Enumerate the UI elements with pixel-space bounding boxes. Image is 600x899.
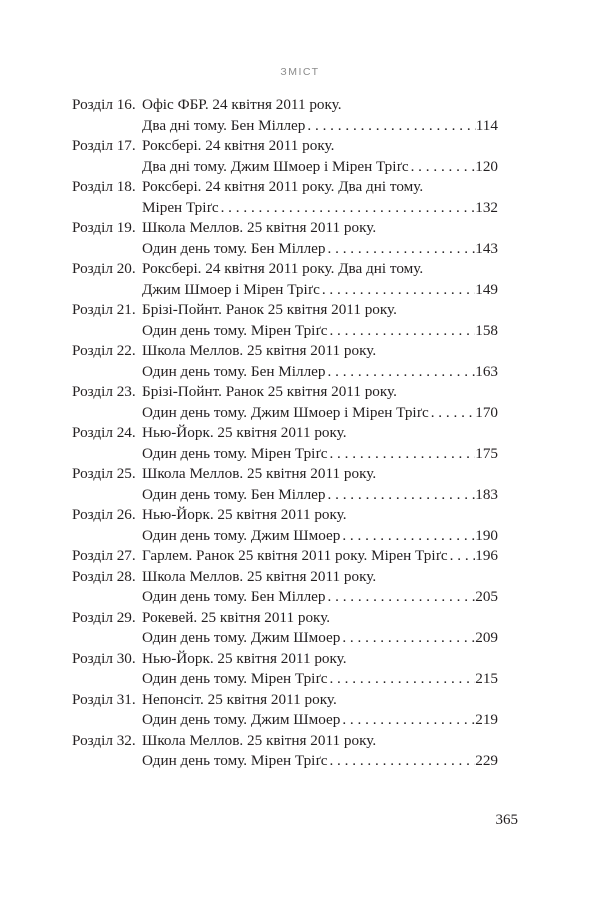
dot-leader — [305, 116, 475, 137]
chapter-title-line: Школа Меллов. 25 квітня 2011 року. — [142, 567, 377, 585]
chapter-subtitle: Два дні тому. Бен Міллер — [142, 116, 306, 134]
chapter-title-line: Школа Меллов. 25 квітня 2011 року. — [142, 342, 377, 359]
chapter-subtitle: Джим Шмоер і Мірен Тріґс — [142, 280, 320, 298]
chapter-title-line: Роксбері. 24 квітня 2011 року. Два дні тому. — [142, 178, 424, 195]
page-reference: 120 — [475, 157, 498, 175]
page-reference: 132 — [475, 198, 498, 216]
page-reference: 114 — [475, 116, 498, 134]
toc-entry — [72, 731, 498, 772]
chapter-title-line: Школа Меллов. 25 квітня 2011 року. — [142, 219, 377, 236]
chapter-subtitle-line — [142, 485, 498, 506]
chapter-title-line: Брізі-Пойнт. Ранок 25 квітня 2011 року. — [142, 301, 397, 318]
page-reference: 205 — [475, 588, 498, 605]
chapter-subtitle: Один день тому. Бен Міллер — [142, 485, 326, 503]
chapter-title — [142, 95, 498, 136]
chapter-number: Розділ 30. — [72, 649, 136, 667]
dot-leader — [219, 198, 476, 219]
page-reference: 229 — [475, 752, 498, 769]
toc-entry — [72, 136, 498, 177]
chapter-title-line: Школа Меллов. 25 квітня 2011 року. — [142, 465, 377, 482]
toc-entry — [72, 259, 498, 300]
page-reference: 143 — [475, 239, 498, 257]
toc-entry — [72, 95, 498, 136]
chapter-subtitle: Один день тому. Джим Шмоер — [142, 711, 341, 728]
chapter-title-line: Нью-Йорк. 25 квітня 2011 року. — [142, 649, 347, 667]
chapter-subtitle-line — [142, 526, 498, 547]
chapter-subtitle-line — [142, 362, 498, 383]
chapter-title — [142, 567, 498, 608]
page-number: 365 — [495, 812, 518, 828]
chapter-subtitle-line — [142, 546, 498, 567]
chapter-number: Розділ 29. — [72, 608, 136, 626]
chapter-title-line: Нью-Йорк. 25 квітня 2011 року. — [142, 424, 347, 441]
dot-leader — [326, 485, 476, 506]
chapter-title-line: Школа Меллов. 25 квітня 2011 року. — [142, 731, 377, 749]
running-header: ЗМІСТ — [280, 66, 320, 78]
toc-entry — [72, 341, 498, 382]
chapter-title — [142, 608, 498, 649]
chapter-title — [142, 136, 498, 177]
chapter-subtitle-line — [142, 321, 498, 342]
chapter-title — [142, 464, 498, 505]
chapter-number: Розділ 19. — [72, 219, 136, 236]
chapter-title-line: Нью-Йорк. 25 квітня 2011 року. — [142, 506, 347, 523]
chapter-title — [142, 259, 498, 300]
chapter-number: Розділ 23. — [72, 383, 136, 400]
page-reference: 219 — [475, 711, 498, 728]
page-reference: 170 — [475, 403, 498, 421]
dot-leader — [320, 280, 475, 301]
chapter-title — [142, 300, 498, 341]
chapter-title — [142, 177, 498, 218]
toc-entry — [72, 423, 498, 464]
page-reference: 149 — [475, 280, 498, 298]
table-of-contents — [72, 95, 498, 772]
chapter-title-line: Роксбері. 24 квітня 2011 року. — [142, 137, 335, 154]
chapter-number: Розділ 20. — [72, 260, 136, 277]
dot-leader — [326, 239, 476, 260]
chapter-number: Розділ 31. — [72, 690, 136, 708]
chapter-title — [142, 423, 498, 464]
chapter-subtitle: Один день тому. Джим Шмоер — [142, 629, 341, 646]
chapter-subtitle-line — [142, 157, 498, 178]
toc-entry — [72, 382, 498, 423]
chapter-title — [142, 218, 498, 259]
chapter-title-line: Непонсіт. 25 квітня 2011 року. — [142, 690, 337, 708]
page-reference: 163 — [475, 362, 498, 380]
chapter-title — [142, 690, 498, 731]
dot-leader — [340, 526, 475, 547]
chapter-subtitle: Один день тому. Джим Шмоер — [142, 526, 341, 544]
chapter-title-line: Рокевей. 25 квітня 2011 року. — [142, 608, 331, 626]
chapter-subtitle-line — [142, 669, 498, 690]
dot-leader — [448, 546, 476, 567]
chapter-number: Розділ 22. — [72, 342, 136, 359]
dot-leader — [429, 403, 476, 424]
chapter-title — [142, 546, 498, 567]
page-reference: 183 — [475, 485, 498, 503]
chapter-title — [142, 649, 498, 690]
chapter-subtitle: Один день тому. Мірен Тріґс — [142, 444, 328, 462]
toc-entry — [72, 690, 498, 731]
chapter-subtitle: Один день тому. Джим Шмоер і Мірен Тріґс — [142, 403, 429, 421]
chapter-subtitle-line — [142, 628, 498, 649]
chapter-subtitle: Мірен Тріґс — [142, 198, 219, 216]
dot-leader — [326, 362, 476, 383]
chapter-title-line: Роксбері. 24 квітня 2011 року. Два дні тому. — [142, 260, 424, 277]
chapter-number: Розділ 27. — [72, 547, 136, 564]
chapter-subtitle-line — [142, 444, 498, 465]
toc-entry — [72, 505, 498, 546]
chapter-subtitle-line — [142, 198, 498, 219]
chapter-subtitle-line — [142, 116, 498, 137]
chapter-subtitle-line — [142, 587, 498, 608]
chapter-title-line: Офіс ФБР. 24 квітня 2011 року. — [142, 96, 342, 113]
chapter-subtitle: Два дні тому. Джим Шмоер і Мірен Тріґс — [142, 157, 409, 175]
chapter-subtitle-line — [142, 280, 498, 301]
chapter-subtitle-line — [142, 710, 498, 731]
toc-entry — [72, 649, 498, 690]
chapter-subtitle: Один день тому. Бен Міллер — [142, 239, 326, 257]
chapter-subtitle: Один день тому. Мірен Тріґс — [142, 670, 328, 687]
chapter-subtitle: Один день тому. Бен Міллер — [142, 362, 326, 380]
page-reference: 196 — [475, 547, 498, 564]
page-reference: 190 — [475, 526, 498, 544]
chapter-subtitle: Гарлем. Ранок 25 квітня 2011 року. Мірен Тріґс — [142, 547, 448, 564]
page-reference: 158 — [475, 321, 498, 339]
chapter-title-line: Брізі-Пойнт. Ранок 25 квітня 2011 року. — [142, 383, 397, 400]
chapter-number: Розділ 25. — [72, 465, 136, 482]
dot-leader — [326, 587, 476, 608]
toc-entry — [72, 567, 498, 608]
chapter-title — [142, 341, 498, 382]
page-reference: 209 — [475, 629, 498, 646]
dot-leader — [409, 157, 476, 178]
toc-entry — [72, 464, 498, 505]
chapter-title — [142, 505, 498, 546]
page-reference: 175 — [475, 444, 498, 462]
chapter-subtitle-line — [142, 239, 498, 260]
chapter-title — [142, 731, 498, 772]
chapter-subtitle: Один день тому. Мірен Тріґс — [142, 752, 328, 769]
dot-leader — [340, 710, 475, 731]
chapter-subtitle: Один день тому. Мірен Тріґс — [142, 321, 328, 339]
page-reference: 215 — [475, 670, 498, 687]
chapter-number: Розділ 18. — [72, 178, 136, 195]
chapter-number: Розділ 28. — [72, 567, 136, 585]
chapter-subtitle: Один день тому. Бен Міллер — [142, 588, 326, 605]
toc-entry — [72, 177, 498, 218]
toc-entry — [72, 608, 498, 649]
chapter-number: Розділ 21. — [72, 301, 136, 318]
dot-leader — [327, 444, 475, 465]
chapter-number: Розділ 24. — [72, 424, 136, 441]
chapter-title — [142, 382, 498, 423]
chapter-number: Розділ 32. — [72, 731, 136, 749]
chapter-number: Розділ 26. — [72, 506, 136, 523]
dot-leader — [327, 669, 475, 690]
toc-entry — [72, 546, 498, 567]
chapter-number: Розділ 16. — [72, 96, 136, 113]
dot-leader — [340, 628, 475, 649]
toc-entry — [72, 218, 498, 259]
chapter-subtitle-line — [142, 403, 498, 424]
chapter-number: Розділ 17. — [72, 137, 136, 154]
chapter-subtitle-line — [142, 751, 498, 772]
toc-entry — [72, 300, 498, 341]
dot-leader — [327, 321, 475, 342]
dot-leader — [327, 751, 475, 772]
